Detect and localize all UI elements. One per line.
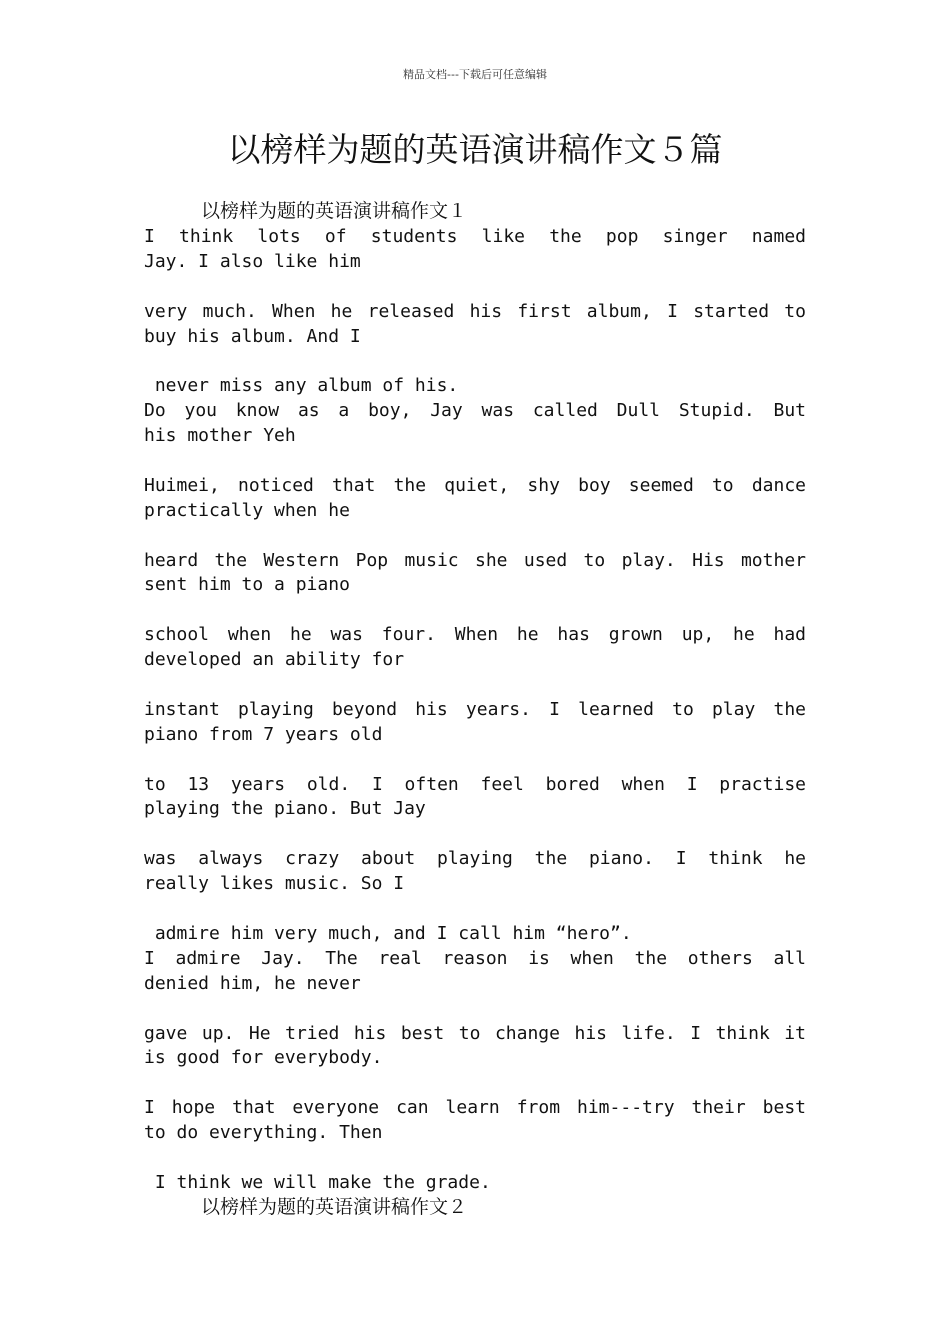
text-line: I think we will make the grade. bbox=[144, 1171, 491, 1193]
text-line: I admire Jay. The real reason is when the others all bbox=[144, 947, 806, 969]
text-line: piano from 7 years old bbox=[144, 723, 383, 745]
text-line: Do you know as a boy, Jay was called Dull Stupid. But bbox=[144, 400, 806, 422]
text-line: I hope that everyone can learn from him---try their best bbox=[144, 1097, 806, 1119]
text-line: developed an ability for bbox=[144, 649, 405, 671]
paragraph-gap bbox=[144, 275, 806, 300]
paragraph-gap bbox=[144, 897, 806, 922]
section-heading-2: 以榜样为题的英语演讲稿作文２ bbox=[201, 1196, 468, 1218]
paragraph-gap bbox=[144, 673, 806, 698]
text-line: to 13 years old. I often feel bored when I practise bbox=[144, 773, 806, 795]
text-line: really likes music. So I bbox=[144, 873, 405, 895]
paragraph-gap bbox=[144, 598, 806, 623]
text-line: is good for everybody. bbox=[144, 1047, 383, 1069]
text-line: gave up. He tried his best to change his life. I think it bbox=[144, 1022, 806, 1044]
paragraph-gap bbox=[144, 748, 806, 773]
paragraph-gap bbox=[144, 1146, 806, 1171]
text-line: never miss any album of his. bbox=[144, 375, 459, 397]
section-heading-1: 以榜样为题的英语演讲稿作文１ bbox=[201, 200, 468, 222]
text-line: Jay. I also like him bbox=[144, 250, 361, 272]
text-line: playing the piano. But Jay bbox=[144, 798, 426, 820]
text-line: denied him, he never bbox=[144, 972, 361, 994]
document-title: 以榜样为题的英语演讲稿作文５篇 bbox=[227, 130, 723, 169]
text-line: sent him to a piano bbox=[144, 574, 350, 596]
text-line: instant playing beyond his years. I learned to play the bbox=[144, 698, 806, 720]
text-line: practically when he bbox=[144, 499, 350, 521]
text-line: school when he was four. When he has grown up, he had bbox=[144, 624, 806, 646]
paragraph-gap bbox=[144, 449, 806, 474]
paragraph-gap bbox=[144, 524, 806, 549]
text-line: Huimei, noticed that the quiet, shy boy seemed to dance bbox=[144, 474, 806, 496]
paragraph-gap bbox=[144, 1071, 806, 1096]
text-line: very much. When he released his first album, I started to bbox=[144, 300, 806, 322]
text-line: admire him very much, and I call him “hero”. bbox=[144, 922, 632, 944]
header-note: 精品文档---下载后可任意编辑 bbox=[403, 68, 547, 81]
paragraph-gap bbox=[144, 822, 806, 847]
paragraph-gap bbox=[144, 997, 806, 1022]
text-line: his mother Yeh bbox=[144, 425, 296, 447]
text-line: heard the Western Pop music she used to play. His mother bbox=[144, 549, 806, 571]
paragraph-gap bbox=[144, 349, 806, 374]
text-line: was always crazy about playing the piano. I think he bbox=[144, 848, 806, 870]
text-line: to do everything. Then bbox=[144, 1122, 383, 1144]
text-line: buy his album. And I bbox=[144, 325, 361, 347]
text-line: I think lots of students like the pop singer named bbox=[144, 226, 806, 247]
essay-body bbox=[144, 225, 806, 1196]
